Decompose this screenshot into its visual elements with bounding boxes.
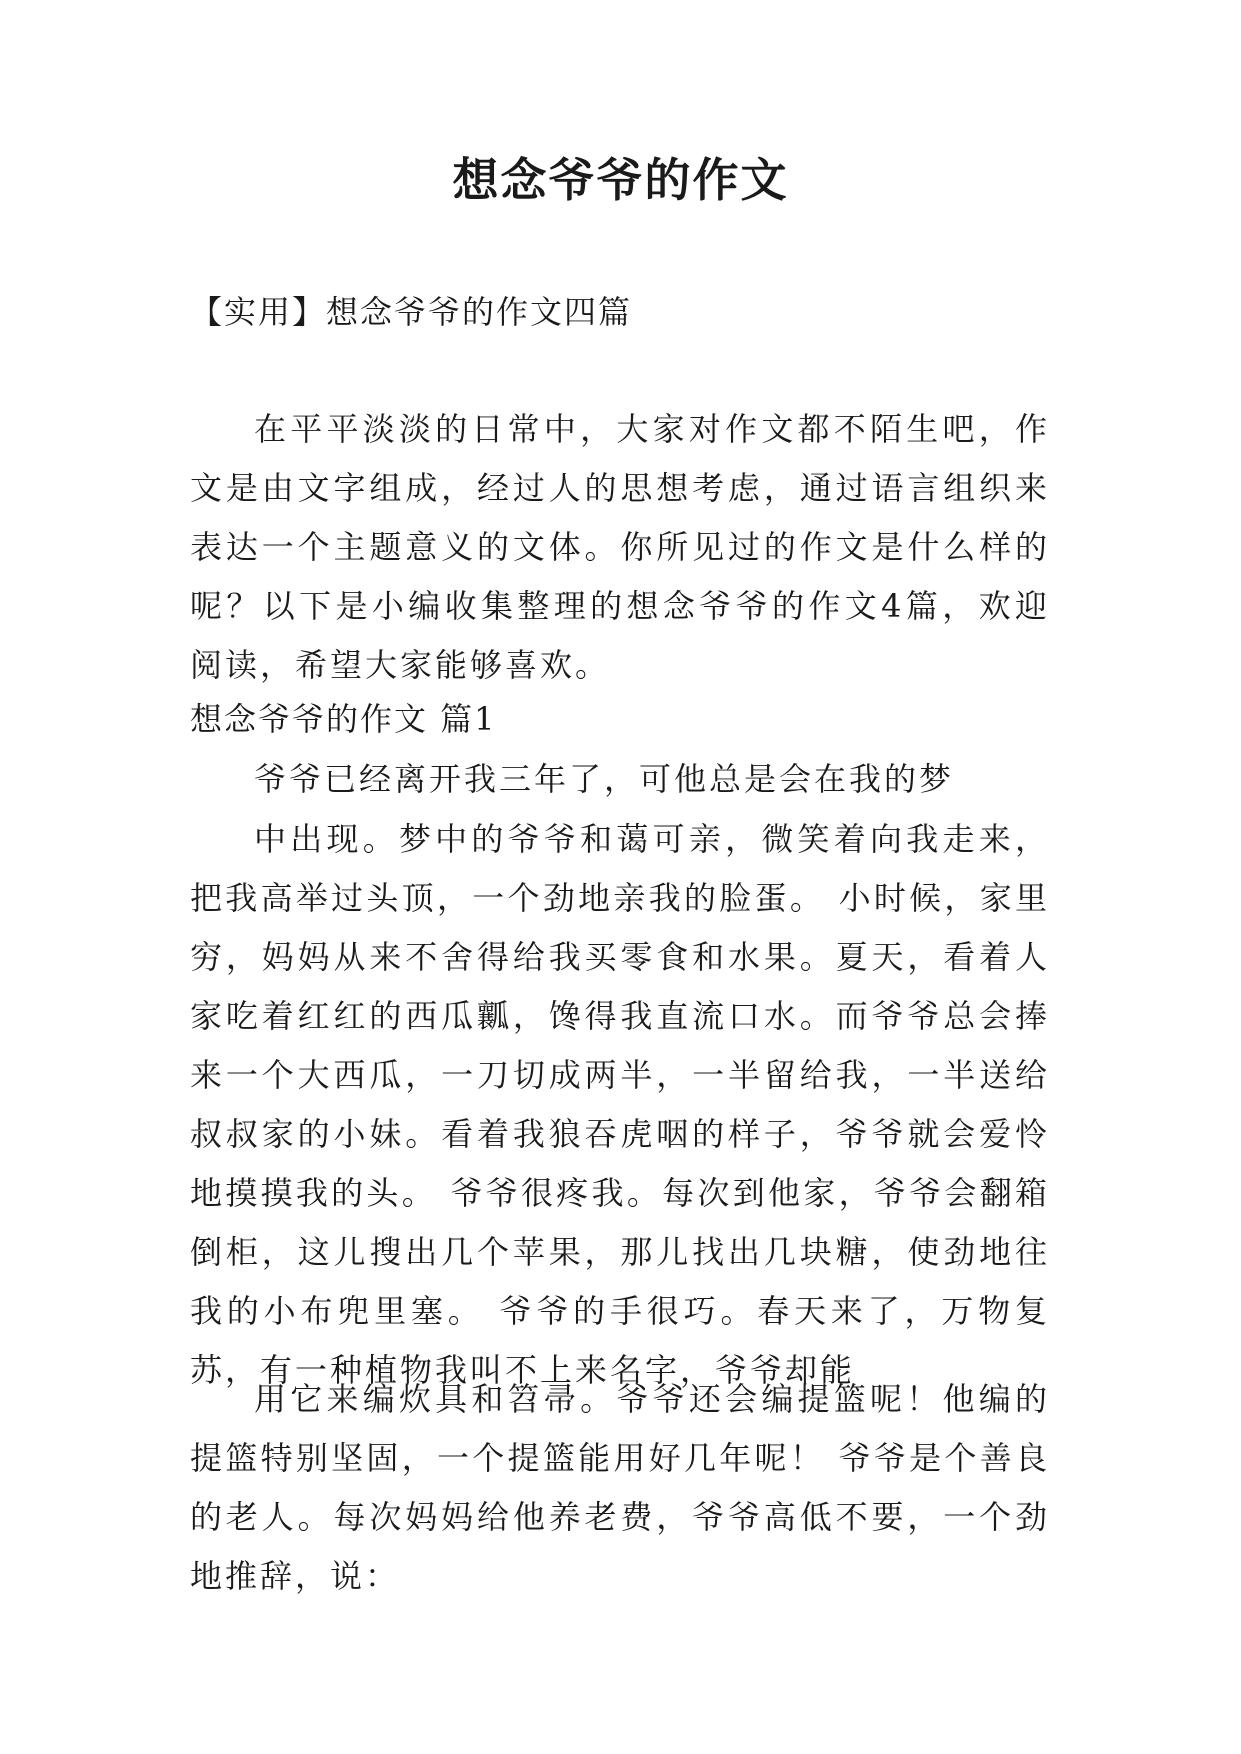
body-paragraph-2: 中出现。梦中的爷爷和蔼可亲，微笑着向我走来，把我高举过头顶，一个劲地亲我的脸蛋。 小时候，家里穷，妈妈从来不舍得给我买零食和水果。夏天，看着人家吃着红红的西瓜瓤，馋得我直流口水。而爷爷总会捧来一个大西瓜，一刀切成两半，一半留给我，一半送给叔叔家的小妹。看着我狼吞虎咽的样子，爷爷就会爱怜地摸摸我的头。 爷爷很疼我。每次到他家，爷爷会翻箱倒柜，这儿搜出几个苹果，那儿找出几块糖，使劲地往我的小布兜里塞。 爷爷的手很巧。春天来了，万物复苏，有一种植物我叫不上来名字，爷爷却能 — [190, 820, 1050, 1389]
document-title: 想念爷爷的作文 — [452, 153, 789, 207]
body-paragraph-1: 爷爷已经离开我三年了，可他总是会在我的梦 — [254, 760, 955, 798]
document-subtitle: 【实用】想念爷爷的作文四篇 — [190, 293, 633, 331]
section-heading: 想念爷爷的作文 篇1 — [190, 700, 497, 738]
body-paragraph-3: 用它来编炊具和笤帚。爷爷还会编提篮呢！他编的提篮特别坚固，一个提篮能用好几年呢！ 爷爷是个善良的老人。每次妈妈给他养老费，爷爷高低不要，一个劲地推辞，说： — [190, 1380, 1050, 1595]
intro-paragraph: 在平平淡淡的日常中，大家对作文都不陌生吧，作文是由文字组成，经过人的思想考虑，通过语言组织来表达一个主题意义的文体。你所见过的作文是什么样的呢？以下是小编收集整理的想念爷爷的作文4篇，欢迎阅读，希望大家能够喜欢。 — [190, 410, 1050, 684]
